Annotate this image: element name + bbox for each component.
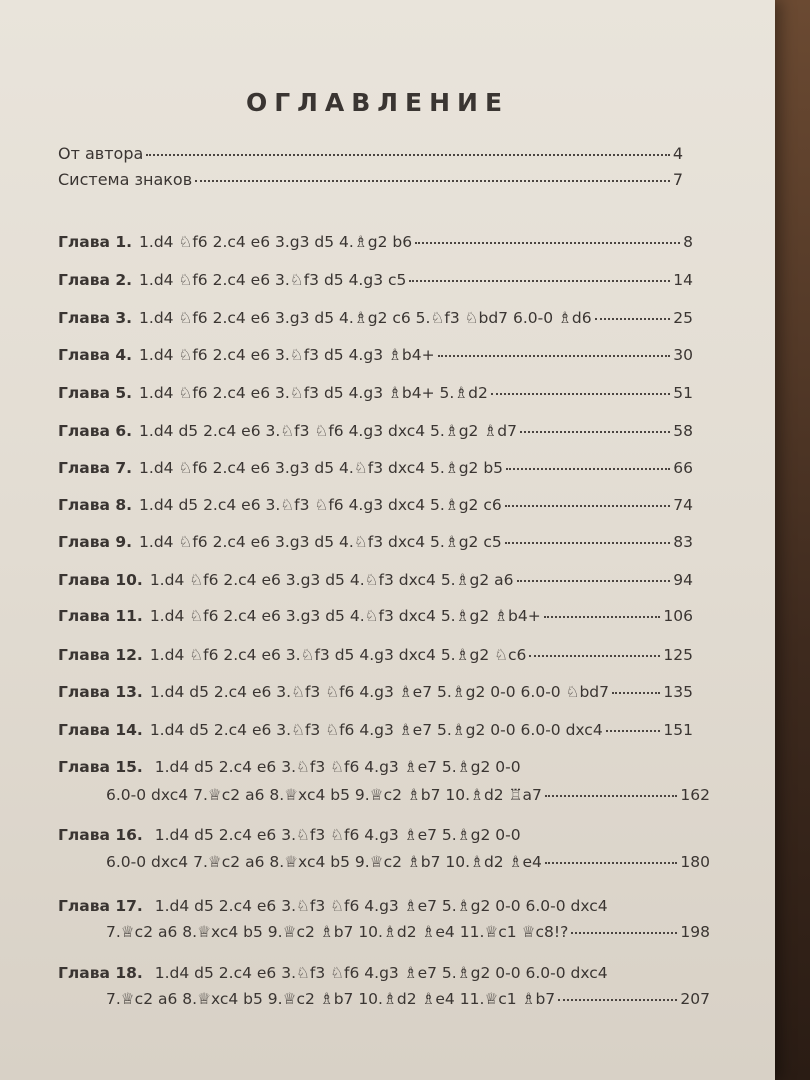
chapter-label: Глава 2. (58, 271, 133, 289)
leader-dots (438, 354, 671, 357)
leader-dots (545, 861, 678, 864)
chapter-label: Глава 8. (58, 496, 133, 514)
leader-dots (409, 279, 670, 282)
chapter-moves: 7.♕c2 a6 8.♕xc4 b5 9.♕c2 ♗b7 10.♗d2 ♗e4 11.♕c1 ♕c8!? (106, 923, 569, 941)
page-number: 207 (680, 990, 710, 1008)
toc-entry-chapter-2[interactable] (58, 270, 693, 290)
page-number: 7 (672, 170, 683, 189)
page-number: 30 (673, 346, 693, 364)
chapter-label: Глава 10. (58, 571, 143, 589)
chapter-moves: 6.0-0 dxc4 7.♕c2 a6 8.♕xc4 b5 9.♕c2 ♗b7 10.♗d2 ♖a7 (106, 786, 542, 804)
page-number: 83 (673, 533, 693, 551)
toc-entry-chapter-8[interactable] (58, 495, 693, 515)
toc-entry-chapter-12[interactable] (58, 645, 693, 665)
toc-entry-chapter-16[interactable] (58, 825, 521, 845)
chapter-moves: 1.d4 ♘f6 2.c4 e6 3.g3 d5 4.♘f3 dxc4 5.♗g2 b5 (139, 459, 504, 477)
chapter-moves: 1.d4 d5 2.c4 e6 3.♘f3 ♘f6 4.g3 ♗e7 5.♗g2 0-0 6.0-0 dxc4 (154, 964, 608, 982)
page-title: ОГЛАВЛЕНИЕ (245, 88, 510, 117)
chapter-label: Глава 7. (58, 459, 133, 477)
leader-dots (506, 467, 670, 470)
toc-entry-chapter-13[interactable] (58, 682, 693, 702)
page-number: 94 (673, 571, 693, 589)
page-number: 135 (663, 683, 693, 701)
page-number: 198 (680, 923, 710, 941)
chapter-moves: 1.d4 ♘f6 2.c4 e6 3.♘f3 d5 4.g3 dxc4 5.♗g2 ♘c6 (149, 646, 527, 664)
leader-dots (505, 541, 671, 544)
page-number: 106 (663, 607, 693, 625)
chapter-label: Глава 4. (58, 346, 133, 364)
leader-dots (415, 241, 680, 244)
leader-dots (545, 794, 678, 797)
toc-entry-chapter-6[interactable] (58, 421, 693, 441)
chapter-moves: 1.d4 d5 2.c4 e6 3.♘f3 ♘f6 4.g3 ♗e7 5.♗g2 0-0 (154, 758, 521, 776)
toc-entry-symbols[interactable] (58, 170, 683, 190)
chapter-moves: 7.♕c2 a6 8.♕xc4 b5 9.♕c2 ♗b7 10.♗d2 ♗e4 11.♕c1 ♗b7 (106, 990, 556, 1008)
leader-dots (529, 654, 660, 657)
page-number: 74 (673, 496, 693, 514)
leader-dots (544, 615, 661, 618)
chapter-moves: 1.d4 ♘f6 2.c4 e6 3.g3 d5 4.♘f3 dxc4 5.♗g2 ♗b4+ (149, 607, 541, 625)
chapter-moves: 1.d4 d5 2.c4 e6 3.♘f3 ♘f6 4.g3 ♗e7 5.♗g2 0-0 6.0-0 dxc4 (149, 721, 603, 739)
leader-dots (558, 998, 677, 1001)
chapter-moves: 1.d4 d5 2.c4 e6 3.♘f3 ♘f6 4.g3 dxc4 5.♗g2 c6 (139, 496, 502, 514)
chapter-moves: 1.d4 ♘f6 2.c4 e6 3.g3 d5 4.♗g2 c6 5.♘f3 ♘bd7 6.0-0 ♗d6 (139, 309, 592, 327)
chapter-label: Глава 3. (58, 309, 133, 327)
toc-entry-chapter-17-cont[interactable] (106, 922, 710, 942)
toc-entry-chapter-5[interactable] (58, 383, 693, 403)
chapter-moves: 1.d4 d5 2.c4 e6 3.♘f3 ♘f6 4.g3 dxc4 5.♗g2 ♗d7 (139, 422, 517, 440)
chapter-label: Глава 14. (58, 721, 143, 739)
toc-entry-chapter-7[interactable] (58, 458, 693, 478)
page-number: 58 (673, 422, 693, 440)
toc-entry-chapter-18[interactable] (58, 963, 608, 983)
leader-dots (571, 931, 677, 934)
chapter-label: Глава 1. (58, 233, 133, 251)
chapter-label: Глава 11. (58, 607, 143, 625)
page-number: 151 (663, 721, 693, 739)
toc-entry-chapter-17[interactable] (58, 896, 608, 916)
chapter-label: Глава 12. (58, 646, 143, 664)
page-number: 4 (672, 144, 683, 163)
chapter-label: Глава 5. (58, 384, 133, 402)
page-number: 25 (673, 309, 693, 327)
chapter-moves: 1.d4 d5 2.c4 e6 3.♘f3 ♘f6 4.g3 ♗e7 5.♗g2 0-0 6.0-0 ♘bd7 (149, 683, 610, 701)
page-number: 14 (673, 271, 693, 289)
toc-entry-chapter-16-cont[interactable] (106, 852, 710, 872)
chapter-label: Глава 15. (58, 758, 143, 776)
chapter-moves: 1.d4 d5 2.c4 e6 3.♘f3 ♘f6 4.g3 ♗e7 5.♗g2 0-0 6.0-0 dxc4 (154, 897, 608, 915)
page-number: 51 (673, 384, 693, 402)
toc-entry-chapter-3[interactable] (58, 308, 693, 328)
chapter-label: Глава 9. (58, 533, 133, 551)
toc-entry-chapter-18-cont[interactable] (106, 989, 710, 1009)
toc-entry-chapter-15[interactable] (58, 757, 521, 777)
chapter-moves: 1.d4 ♘f6 2.c4 e6 3.♘f3 d5 4.g3 ♗b4+ 5.♗d2 (139, 384, 488, 402)
chapter-label: Глава 17. (58, 897, 143, 915)
chapter-moves: 1.d4 ♘f6 2.c4 e6 3.g3 d5 4.♗g2 b6 (139, 233, 413, 251)
page-number: 180 (680, 853, 710, 871)
page-number: 162 (680, 786, 710, 804)
chapter-label: Глава 13. (58, 683, 143, 701)
entry-text: От автора (58, 144, 144, 163)
chapter-moves: 1.d4 d5 2.c4 e6 3.♘f3 ♘f6 4.g3 ♗e7 5.♗g2 0-0 (154, 826, 521, 844)
toc-entry-chapter-14[interactable] (58, 720, 693, 740)
toc-entry-chapter-10[interactable] (58, 570, 693, 590)
chapter-label: Глава 18. (58, 964, 143, 982)
entry-text: Система знаков (58, 170, 193, 189)
toc-entry-chapter-9[interactable] (58, 532, 693, 552)
chapter-moves: 1.d4 ♘f6 2.c4 e6 3.♘f3 d5 4.g3 c5 (139, 271, 407, 289)
chapter-moves: 1.d4 ♘f6 2.c4 e6 3.g3 d5 4.♘f3 dxc4 5.♗g2 a6 (149, 571, 514, 589)
chapter-moves: 1.d4 ♘f6 2.c4 e6 3.g3 d5 4.♘f3 dxc4 5.♗g2 c5 (139, 533, 502, 551)
toc-entry-author[interactable] (58, 144, 683, 164)
leader-dots (146, 153, 670, 156)
chapter-moves: 1.d4 ♘f6 2.c4 e6 3.♘f3 d5 4.g3 ♗b4+ (139, 346, 435, 364)
page-number: 66 (673, 459, 693, 477)
toc-entry-chapter-11[interactable] (58, 606, 693, 626)
page-number: 125 (663, 646, 693, 664)
chapter-moves: 6.0-0 dxc4 7.♕c2 a6 8.♕xc4 b5 9.♕c2 ♗b7 10.♗d2 ♗e4 (106, 853, 542, 871)
toc-entry-chapter-4[interactable] (58, 345, 693, 365)
chapter-label: Глава 6. (58, 422, 133, 440)
leader-dots (195, 179, 670, 182)
leader-dots (517, 579, 671, 582)
toc-entry-chapter-1[interactable] (58, 232, 693, 252)
page-number: 8 (683, 233, 693, 251)
leader-dots (520, 430, 670, 433)
toc-entry-chapter-15-cont[interactable] (106, 785, 710, 805)
leader-dots (491, 392, 670, 395)
leader-dots (595, 317, 671, 320)
leader-dots (606, 729, 661, 732)
chapter-label: Глава 16. (58, 826, 143, 844)
leader-dots (505, 504, 671, 507)
leader-dots (612, 691, 660, 694)
